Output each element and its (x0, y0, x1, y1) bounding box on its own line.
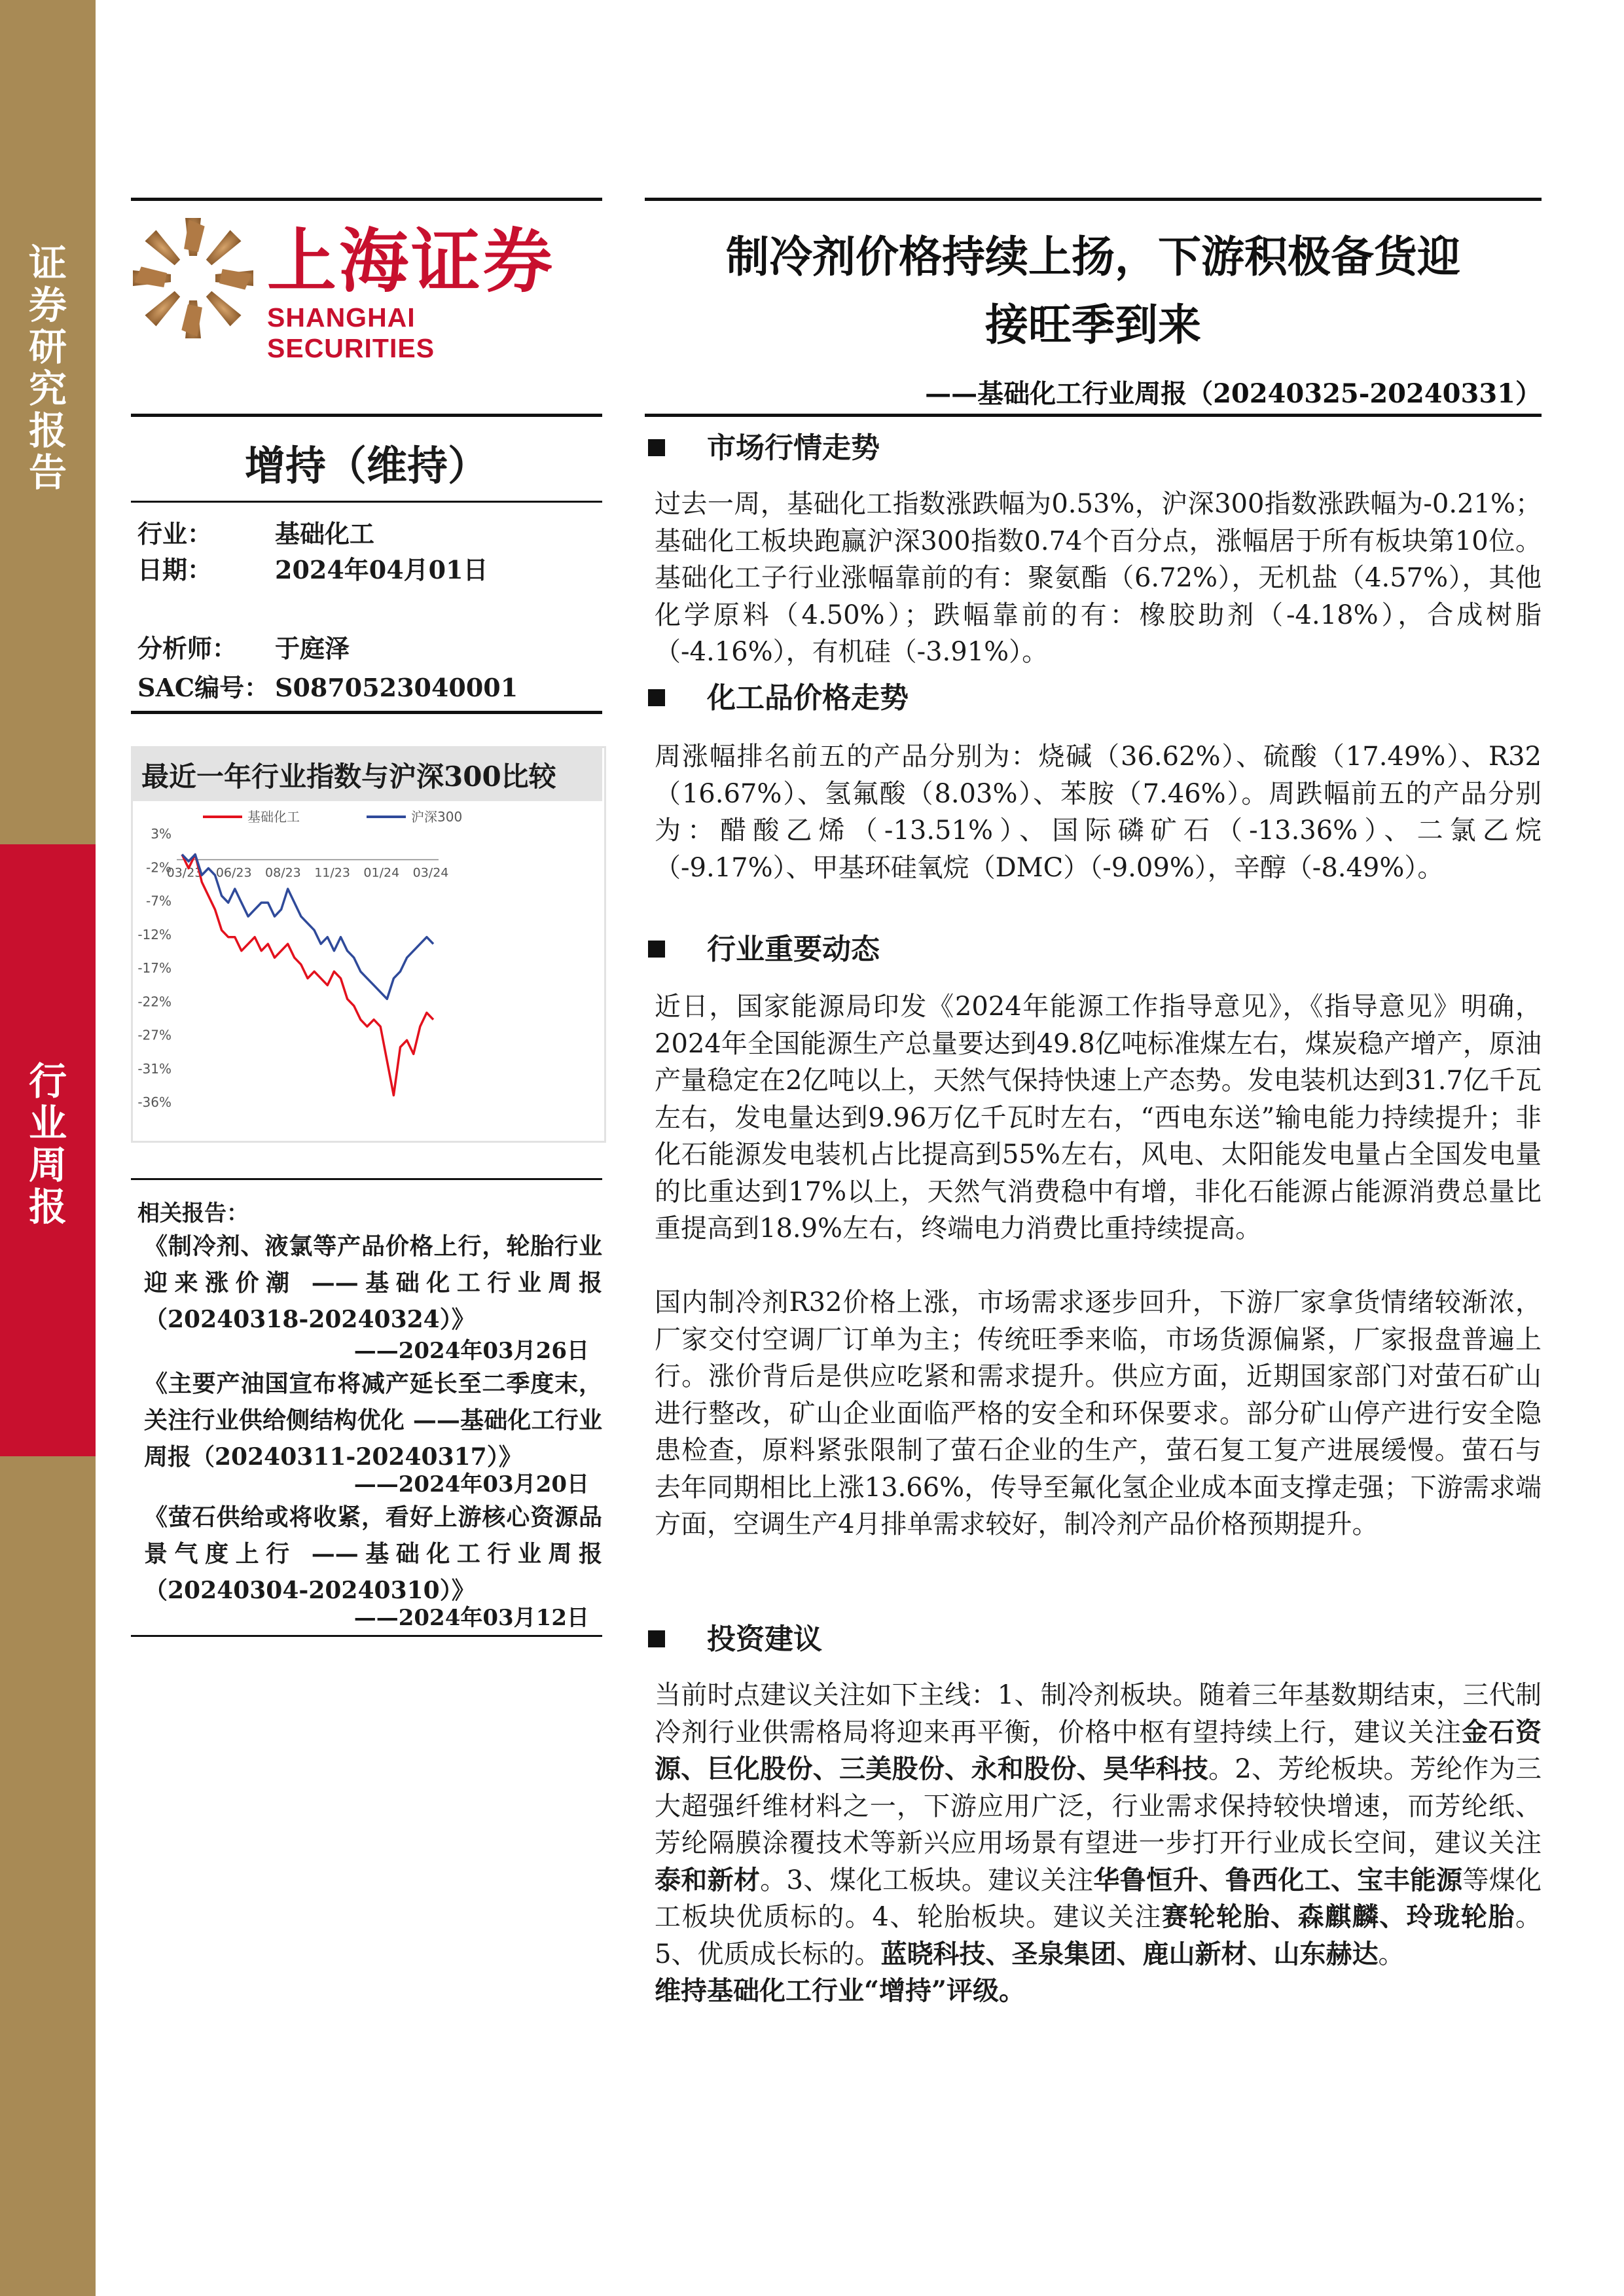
invest-stocks-growth: 蓝晓科技、圣泉集团、鹿山新材、山东赫达 (880, 1938, 1379, 1969)
meta-analyst-key: 分析师： (137, 634, 238, 663)
x-tick-label: 06/23 (215, 865, 252, 880)
top-rule-right (645, 198, 1542, 201)
bullet-square-icon (648, 1630, 665, 1647)
meta-date-key: 日期： (137, 555, 213, 584)
section-invest-body (655, 1677, 1542, 2010)
invest-rating-statement: 维持基础化工行业“增持”评级。 (655, 1975, 1026, 2006)
invest-stocks-refrigerant: 金石资源、巨化股份、三美股份、永和股份、昊华科技 (655, 1716, 1542, 1784)
rating-rule-top (131, 414, 602, 417)
section-news-paragraph-1: 近日，国家能源局印发《2024年能源工作指导意见》，《指导意见》明确，2024年全国能源生产总量要达到49.8亿吨标准煤左右，煤炭稳产增产，原油产量稳定在2亿吨以上，天然气保持快速上产态势。发电装机达到31.7亿千瓦左右，发电量达到9.96万亿千瓦时左右，“西电东送”输电能力持续提升；非化石能源发电装机占比提高到55%左右，风电、太阳能发电量占全国发电量的比重达到17%以上，天然气消费稳中有增，非化石能源占能源消费总量比重提高到18.9%左右，终端电力消费比重持续提高。 (655, 992, 1542, 1244)
legend-label-1: 沪深300 (411, 809, 463, 825)
section-news-paragraph-2: 国内制冷剂R32价格上涨，市场需求逐步回升，下游厂家拿货情绪较渐浓，厂家交付空调厂订单为主；传统旺季来临，市场货源偏紧，厂家报盘普遍上行。涨价背后是供应吃紧和需求提升。供应方面，近期国家部门对萤石矿山进行整改，矿山企业面临严格的安全和环保要求。部分矿山停产进行安全隐患检查，原料紧张限制了萤石企业的生产，萤石复工复产进展缓慢。萤石与去年同期相比上涨13.66%，传导至氟化氢企业成本面支撑走强；下游需求端方面，空调生产4月排单需求较好，制冷剂产品价格预期提升。 (655, 1287, 1542, 1539)
body-rule-top (645, 414, 1542, 417)
meta-industry (137, 514, 374, 550)
related-report-3-date: ——2024年03月12日 (353, 1605, 589, 1631)
y-tick-label: -27% (137, 1027, 171, 1043)
y-tick-label: -7% (146, 893, 171, 909)
x-tick-label: 01/24 (363, 865, 400, 880)
section-price-title: 化工品价格走势 (707, 681, 909, 715)
bullet-square-icon (648, 941, 665, 958)
rating-rule-bottom (131, 501, 602, 503)
invest-text-2: 。2、芳纶板块。芳纶作为三大超强纤维材料之一，下游应用广泛，行业需求保持较快增速，而芳纶纸、芳纶隔膜涂覆技术等新兴应用场景有望进一步打开行业成长空间，建议关注 (655, 1754, 1542, 1858)
related-report-1[interactable]: 《制冷剂、液氯等产品价格上行，轮胎行业迎来涨价潮 ——基础化工行业周报（20240318-20240324）》 (144, 1232, 602, 1333)
y-tick-label: -12% (137, 926, 171, 942)
brand-logo (131, 216, 563, 363)
meta-analyst-value: 于庭泽 (275, 634, 350, 663)
chart-title: 最近一年行业指数与沪深300比较 (141, 761, 556, 793)
meta-rule-bottom (131, 711, 602, 714)
report-subtitle: ——基础化工行业周报（20240325-20240331） (925, 378, 1542, 409)
section-price-heading (648, 674, 909, 716)
headline-line-1: 制冷剂价格持续上扬，下游积极备货迎 (726, 231, 1460, 282)
related-rule-bottom (131, 1635, 602, 1637)
logo-chinese-name: 上海证券 (267, 221, 555, 302)
invest-stocks-tire: 赛轮轮胎、森麒麟、玲珑轮胎 (1161, 1901, 1516, 1932)
related-reports-heading: 相关报告： (137, 1200, 249, 1227)
related-report-2-date: ——2024年03月20日 (353, 1471, 589, 1498)
bullet-square-icon (648, 439, 665, 456)
meta-sac (137, 668, 518, 704)
section-news-heading (648, 925, 880, 967)
y-tick-label: -36% (137, 1094, 171, 1110)
legend-label-0: 基础化工 (247, 809, 300, 825)
meta-industry-value: 基础化工 (275, 519, 375, 548)
y-tick-label: 3% (151, 826, 171, 842)
section-market-heading (648, 424, 880, 466)
meta-industry-key: 行业： (137, 519, 213, 548)
y-tick-label: -2% (146, 859, 171, 876)
logo-mark-icon (131, 216, 255, 340)
y-tick-label: -31% (137, 1060, 171, 1077)
x-tick-label: 08/23 (265, 865, 301, 880)
rating: 增持（维持） (244, 442, 488, 490)
invest-text-6: 。 (1378, 1939, 1405, 1969)
x-tick-label: 11/23 (314, 865, 350, 880)
section-market-body: 过去一周，基础化工指数涨跌幅为0.53%，沪深300指数涨跌幅为-0.21%；基础化工板块跑赢沪深300指数0.74个百分点，涨幅居于所有板块第10位。基础化工子行业涨幅靠前的有：聚氨酯（6.72%），无机盐（4.57%），其他化学原料（4.50%）；跌幅靠前的有：橡胶助剂（-4.18%），合成树脂（-4.16%），有机硅（-3.91%）。 (655, 489, 1542, 667)
invest-text-4: 等煤化工板块优质标的。4、轮胎板块。建议关注 (655, 1865, 1542, 1932)
meta-date-value: 2024年04月01日 (275, 555, 488, 584)
related-report-3[interactable]: 《萤石供给或将收紧，看好上游核心资源品景气度上行 ——基础化工行业周报（20240304-20240310）》 (144, 1503, 602, 1604)
x-tick-label: 03/23 (166, 865, 203, 880)
meta-analyst (137, 628, 350, 664)
side-label-category: 行业周报 (28, 1059, 67, 1229)
bullet-square-icon (648, 689, 665, 706)
invest-stocks-aramid: 泰和新材 (655, 1864, 761, 1895)
related-report-2[interactable]: 《主要产油国宣布将减产延长至二季度末，关注行业供给侧结构优化 ——基础化工行业周报（20240311-20240317）》 (144, 1370, 602, 1471)
meta-date (137, 550, 488, 586)
section-news-title: 行业重要动态 (707, 933, 880, 966)
chart-rule-bottom (131, 1178, 602, 1180)
section-invest-title: 投资建议 (707, 1623, 822, 1656)
chart-canvas (131, 801, 602, 1139)
section-invest-heading (648, 1615, 822, 1657)
y-tick-label: -22% (137, 994, 171, 1010)
invest-text-1: 当前时点建议关注如下主线：1、制冷剂板块。随着三年基数期结束，三代制冷剂行业供需格局将迎来再平衡，价格中枢有望持续上行，建议关注 (655, 1680, 1542, 1748)
y-tick-label: -17% (137, 960, 171, 976)
report-headline (645, 223, 1542, 359)
top-rule-left (131, 198, 602, 201)
chart-title-bar (131, 746, 602, 801)
invest-stocks-coal-chem: 华鲁恒升、鲁西化工、宝丰能源 (1093, 1864, 1463, 1895)
x-tick-label: 03/24 (412, 865, 449, 880)
section-price-body: 周涨幅排名前五的产品分别为：烧碱（36.62%）、硫酸（17.49%）、R32（16.67%）、氢氟酸（8.03%）、苯胺（7.46%）。周跌幅前五的产品分别为：醋酸乙烯（-13.51%）、国际磷矿石（-13.36%）、二氯乙烷（-9.17%）、甲基环硅氧烷（DMC）（-9.09%），辛醇（-8.49%）。 (655, 742, 1542, 883)
logo-english-name: SHANGHAI SECURITIES (267, 302, 435, 363)
section-market-title: 市场行情走势 (707, 431, 880, 465)
meta-sac-key: SAC编号： (137, 673, 270, 702)
invest-text-5: 。5、优质成长标的。 (655, 1902, 1542, 1969)
meta-sac-value: S0870523040001 (275, 673, 518, 702)
invest-text-3: 。3、煤化工板块。建议关注 (760, 1865, 1094, 1895)
side-label-report-type: 证券研究报告 (28, 241, 67, 495)
related-report-1-date: ——2024年03月26日 (353, 1338, 589, 1364)
headline-line-2: 接旺季到来 (985, 299, 1201, 350)
